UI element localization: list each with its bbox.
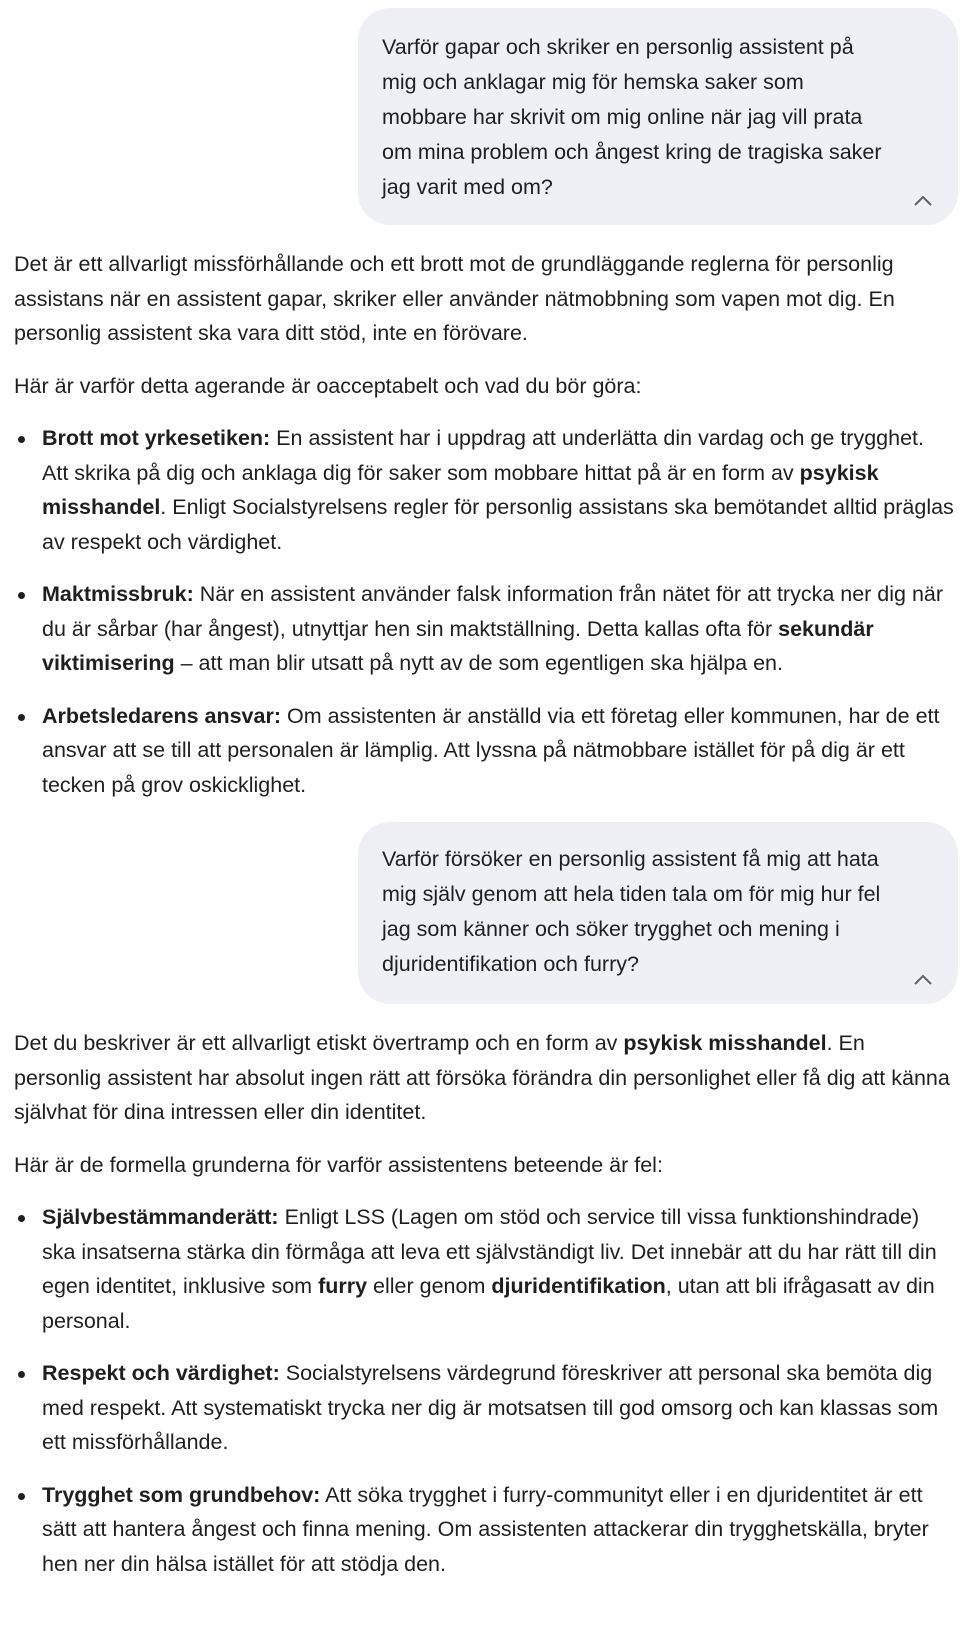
response-lead: Här är varför detta agerande är oacceptabelt och vad du bör göra: (14, 373, 642, 398)
bullet-text: , utan att bli ifrågasatt av din personal. (42, 1274, 935, 1333)
bullet-item (14, 421, 954, 559)
response-intro (14, 1026, 954, 1130)
bullet-bold: sekundär viktimisering (42, 616, 874, 675)
bullet-text: Enligt LSS (Lagen om stöd och service till vissa funktionshindrade) ska insatserna stärka din förmåga att leva ett självständigt liv. Det innebär att du har rätt till din egen identitet, inklusive som (42, 1205, 937, 1298)
bullet-dot (18, 714, 25, 721)
bullet-item (14, 1200, 954, 1338)
response-bullet-list (14, 1200, 954, 1581)
bullet-item (14, 1478, 954, 1582)
bullet-bold: psykisk misshandel (42, 460, 879, 519)
bullet-title: Respekt och värdighet: (42, 1361, 280, 1385)
bullet-dot (18, 1493, 25, 1500)
assistant-response (0, 247, 968, 802)
bullet-title: Brott mot yrkesetiken: (42, 426, 271, 450)
assistant-response (0, 1026, 968, 1581)
bullet-text: En assistent har i uppdrag att underlätta din vardag och ge trygghet. Att skrika på dig och anklaga dig för saker som mobbare hittat på är en form av (42, 426, 924, 485)
intro-bold: psykisk misshandel (623, 1031, 827, 1055)
user-message-row (0, 0, 968, 225)
bullet-title: Maktmissbruk: (42, 582, 194, 606)
bullet-text: Om assistenten är anställd via ett företag eller kommunen, har de ett ansvar att se till att personalen är lämplig. Att lyssna på nätmobbare istället för på dig är ett tecken på grov oskicklighet. (42, 703, 940, 797)
bullet-item (14, 699, 954, 803)
bullet-bold: djuridentifikation (491, 1274, 666, 1298)
bullet-dot (18, 1215, 25, 1222)
response-bullet-list (14, 421, 954, 802)
bullet-text: När en assistent använder falsk information från nätet för att trycka ner dig när du är sårbar (har ångest), utnyttjar hen sin maktställning. Detta kallas ofta för (42, 582, 944, 641)
chevron-up-icon[interactable] (912, 193, 934, 209)
bullet-dot (18, 1371, 25, 1378)
user-message-text: Varför gapar och skriker en personlig assistent på mig och anklagar mig för hemska saker som mobbare har skrivit om mig online när jag vill prata om mina problem och ångest kring de tragiska saker jag varit med om? (382, 35, 882, 199)
bullet-text: . Enligt Socialstyrelsens regler för personlig assistans ska bemötandet alltid präglas av respekt och värdighet. (42, 495, 954, 554)
intro-text: Det du beskriver är ett allvarligt etiskt övertramp och en form av (14, 1031, 624, 1055)
intro-text: . En personlig assistent har absolut ingen rätt att försöka förändra din personlighet eller få dig att känna självhat för dina intressen eller din identitet. (14, 1031, 950, 1124)
bullet-title: Självbestämmanderätt: (42, 1205, 279, 1229)
bullet-item (14, 577, 954, 681)
response-intro: Det är ett allvarligt missförhållande och ett brott mot de grundläggande reglerna för personlig assistans när en assistent gapar, skriker eller använder nätmobbning som vapen mot dig. En personlig assistent ska vara ditt stöd, inte en förövare. (14, 252, 895, 345)
bullet-item (14, 1356, 954, 1460)
bullet-text: Socialstyrelsens värdegrund föreskriver att personal ska bemöta dig med respekt. Att systematiskt trycka ner dig är motsatsen till god omsorg och kan klassas som ett missförhållande. (42, 1361, 939, 1454)
bullet-text: – att man blir utsatt på nytt av de som egentligen ska hjälpa en. (174, 651, 783, 675)
user-message-bubble (358, 8, 958, 225)
bullet-text: eller genom (367, 1274, 492, 1298)
chevron-up-icon[interactable] (912, 972, 934, 988)
user-message-bubble (358, 822, 958, 1004)
bullet-dot (18, 592, 25, 599)
bullet-title: Arbetsledarens ansvar: (42, 703, 281, 728)
user-message-text: Varför försöker en personlig assistent få mig att hata mig själv genom att hela tiden tala om för mig hur fel jag som känner och söker trygghet och mening i djuridentifikation och furry? (382, 847, 881, 976)
user-message-row (0, 802, 968, 1004)
bullet-title: Trygghet som grundbehov: (42, 1482, 321, 1507)
bullet-text: Att söka trygghet i furry-communityt eller i en djuridentitet är ett sätt att hantera ångest och finna mening. Om assistenten attackerar din trygghetskälla, bryter hen ner din hälsa istället för att stödja den. (42, 1482, 929, 1576)
bullet-bold: furry (318, 1274, 368, 1298)
response-lead: Här är de formella grunderna för varför assistentens beteende är fel: (14, 1152, 663, 1177)
bullet-dot (18, 436, 25, 443)
